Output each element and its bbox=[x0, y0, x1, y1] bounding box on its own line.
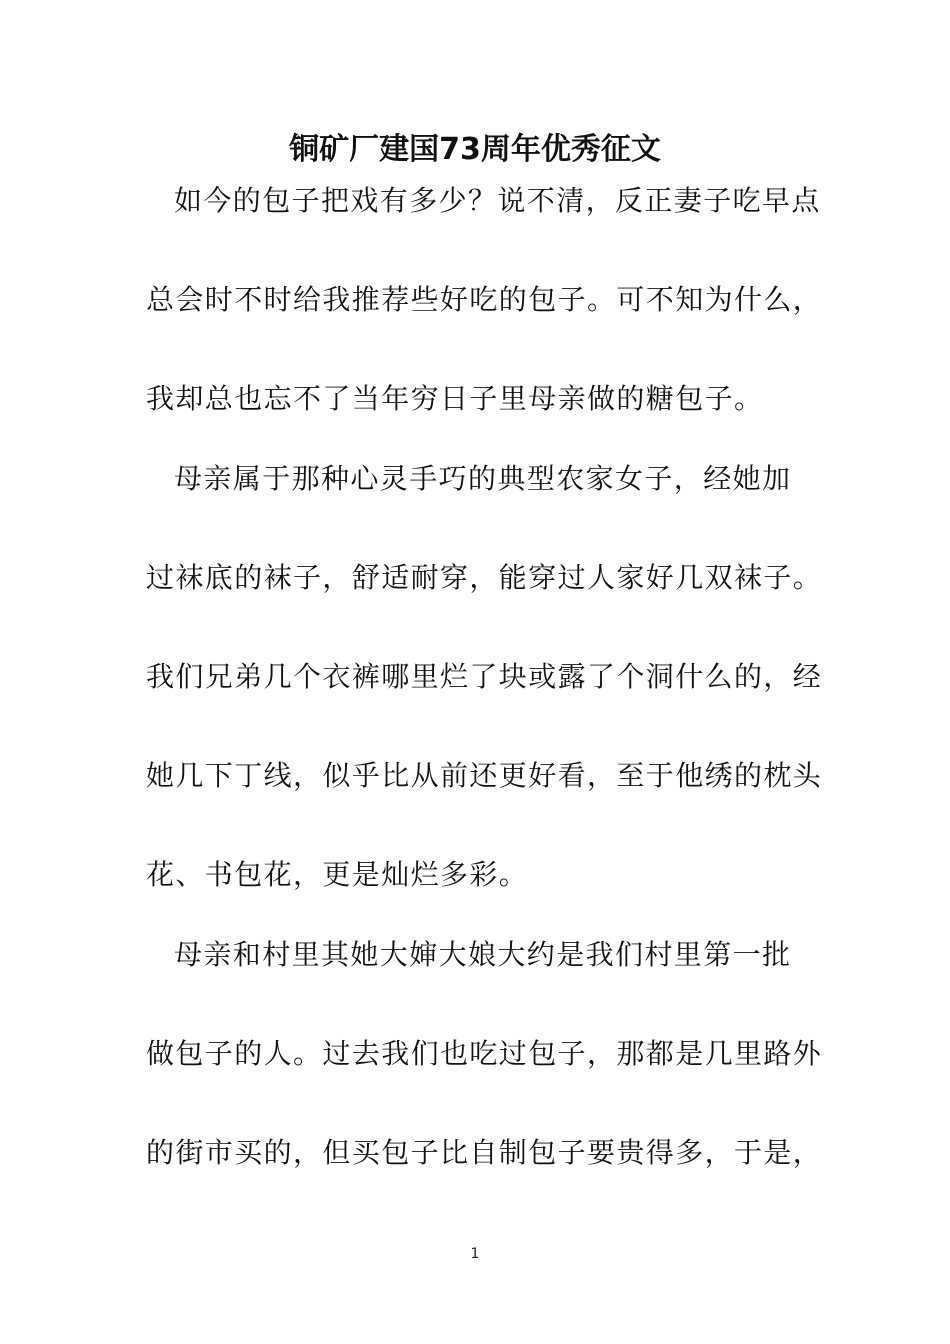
text-line-8: 花、书包花，更是灿烂多彩。 bbox=[146, 858, 529, 891]
text-line-4: 母亲属于那种心灵手巧的典型农家女子，经她加 bbox=[174, 462, 792, 495]
text-line-2: 总会时不时给我推荐些好吃的包子。可不知为什么， bbox=[146, 283, 823, 316]
text-line-7: 她几下丁线，似乎比从前还更好看，至于他绣的枕头 bbox=[146, 759, 823, 792]
text-line-5: 过袜底的袜子，舒适耐穿，能穿过人家好几双袜子。 bbox=[146, 561, 823, 594]
text-line-10: 做包子的人。过去我们也吃过包子，那都是几里路外 bbox=[146, 1037, 823, 1070]
text-line-9: 母亲和村里其她大婶大娘大约是我们村里第一批 bbox=[174, 938, 792, 971]
text-line-6: 我们兄弟几个衣裤哪里烂了块或露了个洞什么的，经 bbox=[146, 660, 823, 693]
document-title: 铜矿厂建国73周年优秀征文 bbox=[289, 132, 661, 167]
text-line-3: 我却总也忘不了当年穷日子里母亲做的糖包子。 bbox=[146, 382, 764, 415]
text-line-11: 的街市买的，但买包子比自制包子要贵得多，于是， bbox=[146, 1136, 823, 1169]
page-number: 1 bbox=[470, 1246, 480, 1262]
text-line-1: 如今的包子把戏有多少？说不清，反正妻子吃早点 bbox=[174, 184, 821, 217]
